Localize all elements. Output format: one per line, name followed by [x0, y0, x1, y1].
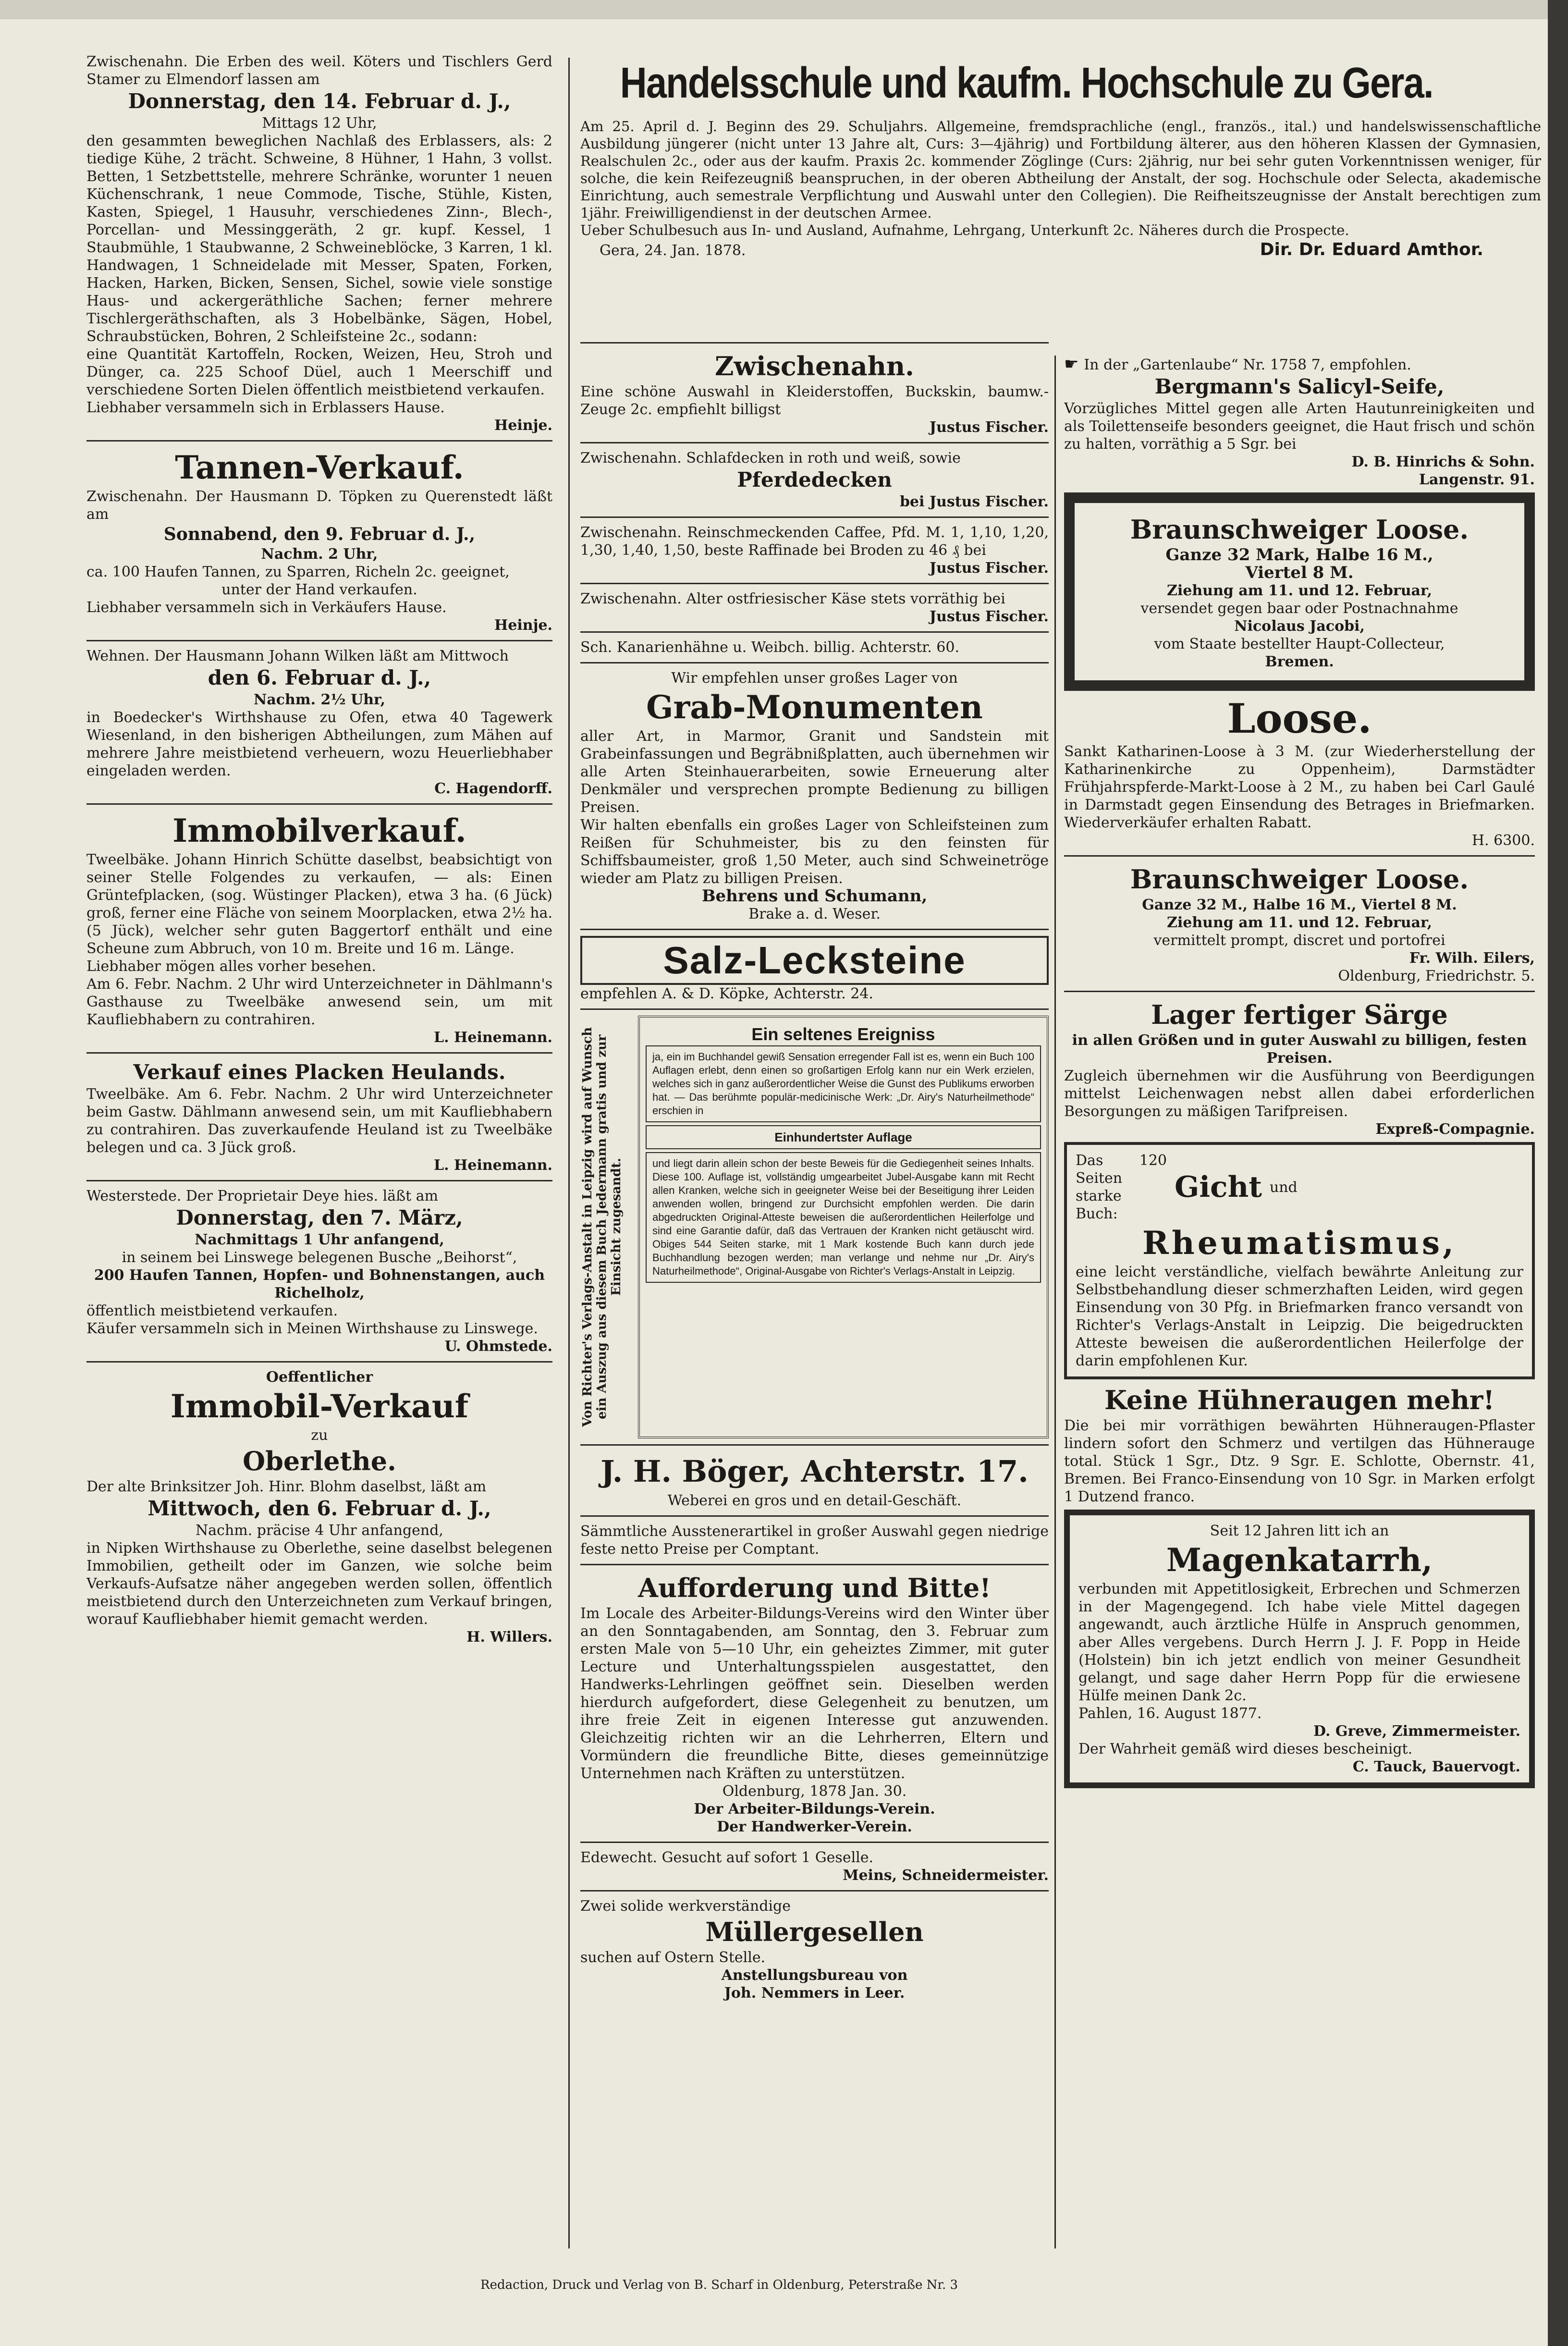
jacobi-place: Bremen.	[1265, 653, 1334, 670]
ad-erben-time: Mittags 12 Uhr,	[262, 115, 377, 132]
ad-immobil-body: Tweelbäke. Johann Hinrich Schütte daselbst, beabsichtigt von seiner Stelle Folgendes zu verkaufen, — als: Einen Grüntefplacken, (sog. Wüstinger Placken), etwa 3 ha. (6 Jück) groß, ferner eine Fläche von seinem Moorplacken, etwa 2½ ha. (5 Jück), welcher sehr guten Baggertorf enthält und eine Scheune zum Abbruch, von 10 m. Breite und 16 m. Länge.	[86, 851, 552, 957]
divider	[1064, 991, 1535, 992]
saerge-line: in allen Größen und in guter Auswahl zu billigen, festen Preisen.	[1072, 1032, 1527, 1067]
salz-heading: Salz-Lecksteine	[580, 936, 1049, 985]
divider	[1064, 855, 1535, 857]
divider	[580, 442, 1049, 443]
gicht-title-row	[1076, 1152, 1523, 1223]
eilers-line-1: Ganze 32 M., Halbe 16 M., Viertel 8 M.	[1142, 897, 1457, 913]
huehneraugen-heading: Keine Hühneraugen mehr!	[1104, 1385, 1494, 1415]
boeger-sub: Weberei en gros und en detail-Geschäft.	[667, 1492, 962, 1509]
grab-place: Brake a. d. Weser.	[748, 906, 881, 922]
column-right	[1064, 356, 1535, 1792]
ad-erben-note: Liebhaber versammeln sich in Erblassers Hause.	[86, 399, 445, 416]
divider	[580, 1842, 1049, 1843]
gicht-und: und	[1269, 1179, 1298, 1196]
ad-tannen-signature: Heinje.	[494, 617, 552, 634]
boeger-body: Sämmtliche Ausstenerartikel in großer Auswahl gegen niedrige feste netto Preise per Comptant.	[580, 1523, 1049, 1558]
eilers-line-3: vermittelt prompt, discret und portofrei	[1153, 932, 1446, 949]
ad-erben-intro: Zwischenahn. Die Erben des weil. Köters und Tischlers Gerd Stamer zu Elmendorf lassen am	[86, 53, 552, 88]
mueller-sig-2: Joh. Nemmers in Leer.	[724, 1985, 905, 2002]
pointing-hand-icon: ☛	[1064, 356, 1084, 374]
jacobi-line-4: versendet gegen baar oder Postnachnahme	[1140, 600, 1458, 617]
fischer-sig-2: bei Justus Fischer.	[899, 493, 1049, 510]
column-rule-1	[568, 58, 570, 2248]
fischer-caffee: Zwischenahn. Reinschmeckenden Caffee, Pfd. M. 1, 1,10, 1,20, 1,30, 1,40, 1,50, beste Raffinade bei Broden zu 46 ₰ bei	[580, 524, 1049, 559]
divider	[580, 516, 1049, 518]
ad-oberlethe-time: Nachm. präcise 4 Uhr anfangend,	[196, 1522, 443, 1539]
ad-immobil-heading: Immobilverkauf.	[172, 812, 466, 849]
page-footer: Redaction, Druck und Verlag von B. Scharf in Oldenburg, Peterstraße Nr. 3	[480, 2278, 958, 2292]
jacobi-heading: Braunschweiger Loose.	[1130, 514, 1469, 545]
divider	[86, 440, 552, 442]
aufforderung-sig-2: Der Handwerker-Verein.	[717, 1818, 912, 1835]
ad-tannen-sale: unter der Hand verkaufen.	[221, 581, 417, 598]
ad-tannen-date: Sonnabend, den 9. Februar d. J.,	[163, 524, 476, 544]
divider	[580, 583, 1049, 584]
divider	[580, 1444, 1049, 1446]
ad-immobil-signature: L. Heinemann.	[434, 1029, 552, 1046]
ad-westerstede-intro: Westerstede. Der Proprietair Deye hies. läßt am	[86, 1188, 439, 1204]
divider	[580, 929, 1049, 930]
aufforderung-body: Im Locale des Arbeiter-Bildungs-Vereins wird den Winter über an den Sonntagabenden, am Sonntag, den 3. Februar zum ersten Male von 5—10 Uhr, ein geheiztes Zimmer, mit guter Lecture und Unterhaltungsspielen ausgestattet, den Handwerks-Lehrlingen geöffnet sein. Dieselben werden hierdurch aufgefordert, diese Gelegenheit zu benutzen, um ihre freie Zeit in eigenen Interesse gut anzuwenden. Gleichzeitig richten wir an die Lehrherren, Eltern und Vormündern die freundliche Bitte, dieses gemeinnützige Unternehmen nach Kräften zu unterstützen.	[580, 1605, 1049, 1782]
divider	[580, 1564, 1049, 1565]
gera-date: Gera, 24. Jan. 1878.	[600, 242, 746, 259]
eilers-signature: Fr. Wilh. Eilers,	[1409, 950, 1535, 967]
ad-oberlethe-signature: H. Willers.	[466, 1629, 552, 1646]
ad-oberlethe-zu: zu	[311, 1427, 328, 1444]
magen-sig-2: C. Tauck, Bauervogt.	[1352, 1758, 1520, 1775]
gicht-pre: Das 120 Seiten starke Buch:	[1076, 1152, 1167, 1222]
rheuma-heading: Rheumatismus,	[1142, 1224, 1457, 1262]
ad-heuland-signature: L. Heinemann.	[434, 1157, 552, 1174]
divider	[580, 631, 1049, 633]
column-rule-2	[1054, 356, 1056, 2248]
jacobi-line-2: Viertel 8 M.	[1245, 563, 1354, 582]
airy-body-1: ja, ein im Buchhandel gewiß Sensation erregender Fall ist es, wenn ein Buch 100 Auflagen erlebt, denn einen so großartigen Erfolg kann nur ein Werk erzielen, welches sich in ganz außerordentlicher Weise die Gunst des Publikums erworben hat. — Das berühmte populär-medicinische Werk: „Dr. Airy's Naturheilmethode“ erschien in	[646, 1045, 1041, 1122]
ad-oberlethe-body: in Nipken Wirthshause zu Oberlethe, seine daselbst belegenen Immobilien, getheilt oder im Ganzen, wie solche beim Verkaufs-Aufsatze näher angegeben werden sollen, öffentlich meistbietend durch den Unterzeichneten zum Verkauf bringen, worauf Kaufliebhaber hiemit gemacht werden.	[86, 1540, 552, 1628]
edewecht-ad: Edewecht. Gesucht auf sofort 1 Geselle.	[580, 1849, 874, 1866]
magen-sig-1: D. Greve, Zimmermeister.	[1313, 1723, 1520, 1740]
eilers-line-2: Ziehung am 11. und 12. Februar,	[1166, 914, 1433, 931]
airy-body-2: und liegt darin allein schon der beste Beweis für die Gediegenheit seines Inhalts. Diese 100. Auflage ist, vollständig umgearbeitet Jubel-Ausgabe kann mit Recht allen Kranken, welche sich in geeigneter Weise bei der Beseitigung ihrer Leiden anwenden wollen, bringend zur Durchsicht empfohlen werden. Die darin abgedruckten Original-Atteste beweisen die außerordentlichen Heilerfolge und sind eine Garantie dafür, daß das Vertrauen der Kranken nicht getäuscht wird. Obiges 544 Seiten starke, mit 1 Mark kostende Buch kann durch jede Buchhandlung bezogen werden; man verlange und nehme nur „Dr. Airy's Naturheilmethode“, Original-Ausgabe von Richter's Verlags-Anstalt in Leipzig.	[646, 1152, 1041, 1283]
huehneraugen-body: Die bei mir vorräthigen bewährten Hühneraugen-Pflaster lindern sofort den Schmerz und vertilgen das Hühnerauge total. Stück 1 Sgr., Dtz. 9 Sgr. E. Schlotte, Obernstr. 41, Bremen. Bei Franco-Einsendung von 10 Sgr. in Marken erfolgt 1 Dutzend franco.	[1064, 1417, 1535, 1505]
mueller-sig-1: Anstellungsbureau von	[721, 1967, 908, 1984]
divider	[86, 1052, 552, 1054]
loose-heading: Loose.	[1227, 695, 1372, 742]
gicht-body: eine leicht verständliche, vielfach bewährte Anleitung zur Selbstbehandlung dieser schmerzhaften Leiden, wird gegen Einsendung von 30 Pfg. in Briefmarken franco versandt von Richter's Verlags-Anstalt in Leipzig. Die beigedruckten Atteste beweisen die außerordentlichen Heilerfolge der darin empfohlenen Kur.	[1076, 1264, 1523, 1369]
divider	[580, 1515, 1049, 1517]
loose-body: Sankt Katharinen-Loose à 3 M. (zur Wiederherstellung der Katharinenkirche zu Oppenheim), Darmstädter Frühjahrspferde-Markt-Loose à 2 M., zu haben bei Carl Gaulé in Darmstadt gegen Einsendung des Betrages in Briefmarken. Wiederverkäufer erhalten Rabatt.	[1064, 743, 1535, 831]
divider	[86, 640, 552, 641]
ad-erben-list: den gesammten beweglichen Nachlaß des Erblassers, als: 2 tiedige Kühe, 2 trächt. Schweine, 8 Hühner, 1 Hahn, 3 vollst. Betten, 1 Setzbettstelle, mehrere Schränke, worunter 1 neuen Küchenschrank, 1 neue Commode, Tische, Stühle, Kisten, Kasten, Spiegel, 1 Hausuhr, verschiedenes Zinn-, Blech-, Porcellan- und Messinggeräth, 2 gr. kupf. Kessel, 1 Staubmühle, 1 Staubwanne, 2 Schweineblöcke, 3 Karren, 1 kl. Handwagen, 1 Schneidelade mit Messer, Spaten, Forken, Hacken, Harken, Bicken, Sensen, Sichel, sowie viele sonstige Haus- und ackergeräthliche Sachen; ferner mehrere Tischlergeräthschaften, als 3 Hobelbänke, Sägen, Hobel, Schraubstücken, Bohren, 2 Schleifsteine 2c., sodann:	[86, 133, 552, 345]
ad-westerstede-sale: öffentlich meistbietend verkaufen.	[86, 1302, 338, 1319]
ad-wehnen-time: Nachm. 2½ Uhr,	[253, 691, 386, 708]
divider	[580, 1890, 1049, 1892]
ad-immobil-date: Am 6. Febr. Nachm. 2 Uhr wird Unterzeichneter in Dählmann's Gasthause zu Tweelbäke anwesend sein, um mit Kaufliebhabern zu contrahiren.	[86, 976, 552, 1028]
boeger-heading: J. H. Böger, Achterstr. 17.	[600, 1454, 1029, 1489]
gicht-ad	[1064, 1142, 1535, 1379]
edewecht-signature: Meins, Schneidermeister.	[843, 1867, 1049, 1884]
right-binding-edge	[1548, 0, 1568, 2346]
aufforderung-heading: Aufforderung und Bitte!	[638, 1572, 991, 1603]
divider	[580, 342, 1049, 344]
fischer-decken: Zwischenahn. Schlafdecken in roth und weiß, sowie	[580, 450, 961, 467]
column-middle	[580, 336, 1049, 2002]
jacobi-line-1: Ganze 32 Mark, Halbe 16 M.,	[1165, 545, 1433, 565]
gera-banner: Handelsschule und kaufm. Hochschule zu Gera.	[620, 59, 1433, 107]
ad-oberlethe-heading: Immobil-Verkauf	[170, 1388, 469, 1425]
mueller-body: suchen auf Ostern Stelle.	[580, 1949, 766, 1966]
banner-wrap	[580, 57, 1541, 114]
ad-heuland-heading: Verkauf eines Placken Heulands.	[133, 1060, 506, 1084]
ad-oberlethe-pre: Oeffentlicher	[266, 1369, 373, 1386]
eilers-place: Oldenburg, Friedrichstr. 5.	[1338, 968, 1535, 984]
airy-vertical-note: Von Richter's Verlags-Anstalt in Leipzig wird auf Wunsch ein Auszug aus diesem Buch Jedermann gratis und zur Einsicht zugesandt.	[580, 1027, 624, 1427]
gera-ad	[580, 118, 1541, 261]
ad-wehnen-intro: Wehnen. Der Hausmann Johann Wilken läßt am Mittwoch	[86, 648, 509, 664]
ad-wehnen-date: den 6. Februar d. J.,	[208, 666, 431, 689]
ad-erben-date: Donnerstag, den 14. Februar d. J.,	[128, 89, 511, 113]
ad-wehnen-signature: C. Hagendorff.	[434, 780, 552, 797]
bergmann-heading: Bergmann's Salicyl-Seife,	[1154, 375, 1445, 398]
bergmann-sig-1: D. B. Hinrichs & Sohn.	[1351, 454, 1535, 470]
ad-westerstede-note: Käufer versammeln sich in Meinen Wirthshause zu Linswege.	[86, 1320, 538, 1337]
column-left	[86, 53, 552, 1646]
magen-pre: Seit 12 Jahren litt ich an	[1210, 1523, 1389, 1539]
ad-tannen-time: Nachm. 2 Uhr,	[261, 546, 378, 563]
ad-heuland-body: Tweelbäke. Am 6. Febr. Nachm. 2 Uhr wird Unterzeichneter beim Gastw. Dählmann anwesend sein, um mit Kaufliebhabern zu contrahiren. Das zuverkaufende Heuland ist zu Tweelbäke belegen und ca. 3 Jück groß.	[86, 1086, 552, 1156]
ad-tannen-heading: Tannen-Verkauf.	[175, 449, 464, 486]
grab-body-1: aller Art, in Marmor, Granit und Sandstein mit Grabeinfassungen und Begräbnißplatten, auch übernehmen wir alle Arten Steinhauerarbeiten, sowie Erneuerung alter Denkmäler und versprechen prompte Bedienung zu billigen Preisen.	[580, 728, 1049, 816]
fischer-sig-4: Justus Fischer.	[929, 608, 1049, 625]
ad-oberlethe-place: Oberlethe.	[243, 1446, 396, 1476]
bergmann-intro	[1064, 356, 1535, 374]
aufforderung-sig-1: Der Arbeiter-Bildungs-Verein.	[694, 1801, 935, 1818]
salz-line: empfehlen A. & D. Köpke, Achterstr. 24.	[580, 985, 873, 1002]
grab-intro: Wir empfehlen unser großes Lager von	[671, 670, 958, 687]
ad-oberlethe-date: Mittwoch, den 6. Februar d. J.,	[147, 1497, 491, 1520]
airy-ad	[580, 1016, 1049, 1438]
fischer-sig-1: Justus Fischer.	[929, 419, 1049, 436]
fischer-kaese: Zwischenahn. Alter ostfriesischer Käse stets vorräthig bei	[580, 590, 1005, 607]
saerge-body: Zugleich übernehmen wir die Ausführung von Beerdigungen mittelst Leichenwagen nebst allen dabei erforderlichen Besorgungen zu mäßigen Tarifpreisen.	[1064, 1068, 1535, 1120]
divider	[86, 803, 552, 805]
fischer-heading: Zwischenahn.	[715, 351, 914, 381]
ad-westerstede-signature: U. Ohmstede.	[444, 1338, 552, 1355]
aufforderung-date: Oldenburg, 1878 Jan. 30.	[722, 1783, 907, 1800]
ad-westerstede-place: in seinem bei Linswege belegenen Busche „Beihorst“,	[122, 1249, 517, 1266]
fischer-sig-3: Justus Fischer.	[929, 560, 1049, 577]
ad-immobil-note: Liebhaber mögen alles vorher besehen.	[86, 958, 376, 975]
jacobi-signature: Nicolaus Jacobi,	[1234, 618, 1365, 635]
top-paper-edge	[0, 0, 1568, 19]
ad-wehnen-body: in Boedecker's Wirthshause zu Ofen, etwa 40 Tagewerk Wiesenland, in den bisherigen Abtheilungen, zum Mähen auf mehrere Jahre meistbietend verheuern, wozu Heuerliebhaber eingeladen werden.	[86, 709, 552, 779]
airy-box	[638, 1016, 1049, 1438]
magen-attest: Der Wahrheit gemäß wird dieses bescheinigt.	[1078, 1741, 1413, 1757]
mueller-heading: Müllergesellen	[705, 1916, 924, 1947]
ad-westerstede-date: Donnerstag, den 7. März,	[176, 1206, 463, 1229]
kanarien-ad: Sch. Kanarienhähne u. Weibch. billig. Achterstr. 60.	[580, 639, 960, 656]
divider	[86, 1361, 552, 1363]
gera-body: Am 25. April d. J. Beginn des 29. Schuljahrs. Allgemeine, fremdsprachliche (engl., französ., ital.) und handelswissenschaftliche Ausbildung jüngerer (nicht unter 13 Jahre alt, Curs: 3—4jährig) und Fortbildung älterer, aus den höheren Klassen der Gymnasien, Realschulen 2c., oder aus der kaufm. Praxis 2c. kommender Zöglinge (Curs: 2jährig, nur bei sehr guten Vorkenntnissen weniger, für solche, die kein Reifezeugniß beanspruchen, in der oberen Abtheilung der Anstalt, der sog. Hochschule oder Selecta, akademische Einrichtung, auch semestrale Verpflichtung und Auswahl unter den Collegien). Die Reifheitszeugnisse der Anstalt berechtigen zum 1jähr. Freiwilligendienst in der deutschen Armee.	[580, 118, 1541, 221]
ad-oberlethe-intro: Der alte Brinksitzer Joh. Hinr. Blohm daselbst, läßt am	[86, 1478, 487, 1495]
ad-tannen-intro: Zwischenahn. Der Hausmann D. Töpken zu Querenstedt läßt am	[86, 488, 552, 523]
jacobi-framed-ad	[1064, 492, 1535, 691]
gera-footer-line	[580, 239, 1541, 261]
divider	[580, 662, 1049, 663]
jacobi-line-3: Ziehung am 11. und 12. Februar,	[1166, 582, 1433, 599]
fischer-pferdedecken: Pferdedecken	[737, 468, 892, 491]
gera-note: Ueber Schulbesuch aus In- und Ausland, Aufnahme, Lehrgang, Unterkunft 2c. Näheres durch die Prospecte.	[580, 222, 1349, 238]
eilers-heading: Braunschweiger Loose.	[1130, 864, 1469, 895]
jacobi-line-5: vom Staate bestellter Haupt-Collecteur,	[1154, 636, 1445, 652]
fischer-stoffe: Eine schöne Auswahl in Kleiderstoffen, Buckskin, baumw.-Zeuge 2c. empfiehlt billigst	[580, 383, 1049, 418]
ad-westerstede-time: Nachmittags 1 Uhr anfangend,	[195, 1231, 444, 1248]
bergmann-intro-text: In der „Gartenlaube“ Nr. 1758 7, empfohlen.	[1084, 356, 1411, 373]
airy-heading: Ein seltenes Ereigniss	[751, 1024, 935, 1044]
divider	[86, 1180, 552, 1181]
grab-heading: Grab-Monumenten	[646, 688, 983, 726]
bergmann-sig-2: Langenstr. 91.	[1419, 471, 1535, 488]
mueller-pre: Zwei solide werkverständige	[580, 1898, 791, 1915]
magen-heading: Magenkatarrh,	[1166, 1541, 1433, 1579]
ad-tannen-goods: ca. 100 Haufen Tannen, zu Sparren, Richeln 2c. geeignet,	[86, 564, 510, 580]
gicht-heading: Gicht	[1175, 1170, 1262, 1204]
ad-westerstede-goods: 200 Haufen Tannen, Hopfen- und Bohnenstangen, auch Richelholz,	[94, 1267, 545, 1302]
grab-signature: Behrens und Schumann,	[701, 886, 928, 906]
magen-ad	[1064, 1510, 1535, 1788]
divider	[580, 1008, 1049, 1010]
saerge-signature: Expreß-Compagnie.	[1375, 1121, 1535, 1138]
loose-code: H. 6300.	[1471, 832, 1535, 849]
ad-erben-goods: eine Quantität Kartoffeln, Rocken, Weizen, Heu, Stroh und Dünger, ca. 225 Schoof Düel, auch 1 Meerschiff und verschiedene Sorten Dielen öffentlich meistbietend verkaufen.	[86, 346, 552, 398]
saerge-heading: Lager fertiger Särge	[1151, 999, 1448, 1030]
bergmann-body: Vorzügliches Mittel gegen alle Arten Hautunreinigkeiten und als Toilettenseife besonders geeignet, die Haut frisch und schön zu halten, vorräthig a 5 Sgr. bei	[1064, 400, 1535, 453]
ad-tannen-note: Liebhaber versammeln sich in Verkäufers Hause.	[86, 599, 447, 616]
magen-date: Pahlen, 16. August 1877.	[1078, 1705, 1262, 1722]
airy-edition: Einhundertster Auflage	[646, 1125, 1041, 1149]
ad-erben-signature: Heinje.	[494, 417, 552, 434]
magen-body: verbunden mit Appetitlosigkeit, Erbrechen und Schmerzen in der Magengegend. Ich habe viele Mittel dagegen angewandt, auch ärztliche Hülfe in Anspruch genommen, aber Alles vergebens. Durch Herrn J. J. F. Popp in Heide (Holstein) bin ich jetzt endlich von meiner Gesundheit gelangt, und sage daher Herrn Popp für die erwiesene Hülfe meinen Dank 2c.	[1078, 1581, 1520, 1704]
gera-signature: Dir. Dr. Eduard Amthor.	[1260, 240, 1483, 259]
grab-body-2: Wir halten ebenfalls ein großes Lager von Schleifsteinen zum Reißen für Schuhmeister, bis zu den feinsten für Schiffsbaumeister, groß 1,50 Meter, auch sind Schweinetröge wieder am Platz zu billigen Preisen.	[580, 817, 1049, 887]
